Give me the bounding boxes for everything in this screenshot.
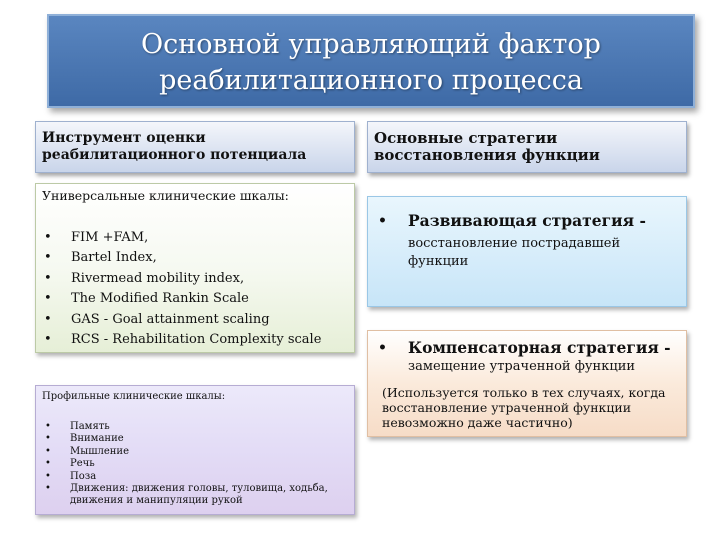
list-item xyxy=(42,458,348,470)
list-item-text: Движения: движения головы, туловища, ходьба, движения и манипуляции рукой xyxy=(70,483,328,507)
strategies-header-line-1: Основные стратегии xyxy=(374,129,558,147)
bullet-icon: • xyxy=(45,470,51,482)
developing-strategy-panel xyxy=(367,196,687,307)
list-item-text: Мышление xyxy=(70,445,130,457)
bullet-icon: • xyxy=(45,421,51,432)
profile-scales-list xyxy=(42,421,348,508)
list-item xyxy=(42,433,348,445)
list-item xyxy=(42,471,348,483)
universal-scales-panel xyxy=(35,183,355,353)
list-item xyxy=(42,269,348,289)
strategies-header xyxy=(367,121,687,173)
list-item xyxy=(42,228,348,248)
list-item-text: GAS - Goal attainment scaling xyxy=(71,311,270,327)
bullet-icon: • xyxy=(45,458,51,470)
list-item-text: Rivermead mobility index, xyxy=(71,270,245,286)
list-item-text: Bartel Index, xyxy=(71,250,157,266)
developing-strategy-title: Развивающая стратегия - xyxy=(408,211,646,230)
compensatory-strategy-note: (Используется только в тех случаях, когда восстановление утраченной функции невозможно даже частично) xyxy=(382,385,666,430)
list-item-text: RCS - Rehabilitation Complexity scale xyxy=(71,332,322,348)
list-item-text: Память xyxy=(70,421,110,432)
bullet-icon: • xyxy=(45,483,51,495)
list-item xyxy=(42,330,348,350)
universal-scales-list xyxy=(42,228,348,350)
title-line-2: реабилитационного процесса xyxy=(159,65,583,96)
profile-scales-panel xyxy=(35,385,355,515)
developing-strategy-description: восстановление пострадавшей функции xyxy=(408,236,621,269)
universal-scales-heading: Универсальные клинические шкалы: xyxy=(42,188,289,203)
bullet-icon: • xyxy=(45,433,51,445)
title-banner xyxy=(47,14,695,108)
list-item xyxy=(42,310,348,330)
list-item-text: FIM +FAM, xyxy=(71,230,149,245)
list-item xyxy=(42,421,348,433)
list-item xyxy=(42,483,348,508)
developing-strategy-block xyxy=(378,211,680,271)
list-item-text: The Modified Rankin Scale xyxy=(71,291,249,307)
list-item xyxy=(42,446,348,458)
compensatory-strategy-description: замещение утраченной функции xyxy=(408,359,636,374)
compensatory-strategy-block xyxy=(378,338,680,376)
title-line-1: Основной управляющий фактор xyxy=(141,29,601,60)
bullet-icon: • xyxy=(44,291,52,307)
list-item-text: Поза xyxy=(70,470,97,482)
assessment-tool-header xyxy=(35,121,355,173)
bullet-icon: • xyxy=(378,340,387,356)
bullet-icon: • xyxy=(44,230,52,245)
list-item xyxy=(42,289,348,309)
bullet-icon: • xyxy=(44,250,52,266)
assessment-tool-header-line-1: Инструмент оценки xyxy=(42,130,206,146)
list-item xyxy=(42,248,348,268)
list-item-text: Речь xyxy=(70,458,95,470)
bullet-icon: • xyxy=(378,213,387,229)
compensatory-strategy-title: Компенсаторная стратегия - xyxy=(408,338,671,357)
bullet-icon: • xyxy=(44,270,52,286)
assessment-tool-header-line-2: реабилитационного потенциала xyxy=(42,147,307,163)
bullet-icon: • xyxy=(44,311,52,327)
bullet-icon: • xyxy=(44,332,52,348)
compensatory-strategy-panel xyxy=(367,330,687,437)
strategies-header-line-2: восстановления функции xyxy=(374,146,600,164)
list-item-text: Внимание xyxy=(70,433,124,445)
bullet-icon: • xyxy=(45,445,51,457)
profile-scales-heading: Профильные клинические шкалы: xyxy=(42,391,226,402)
